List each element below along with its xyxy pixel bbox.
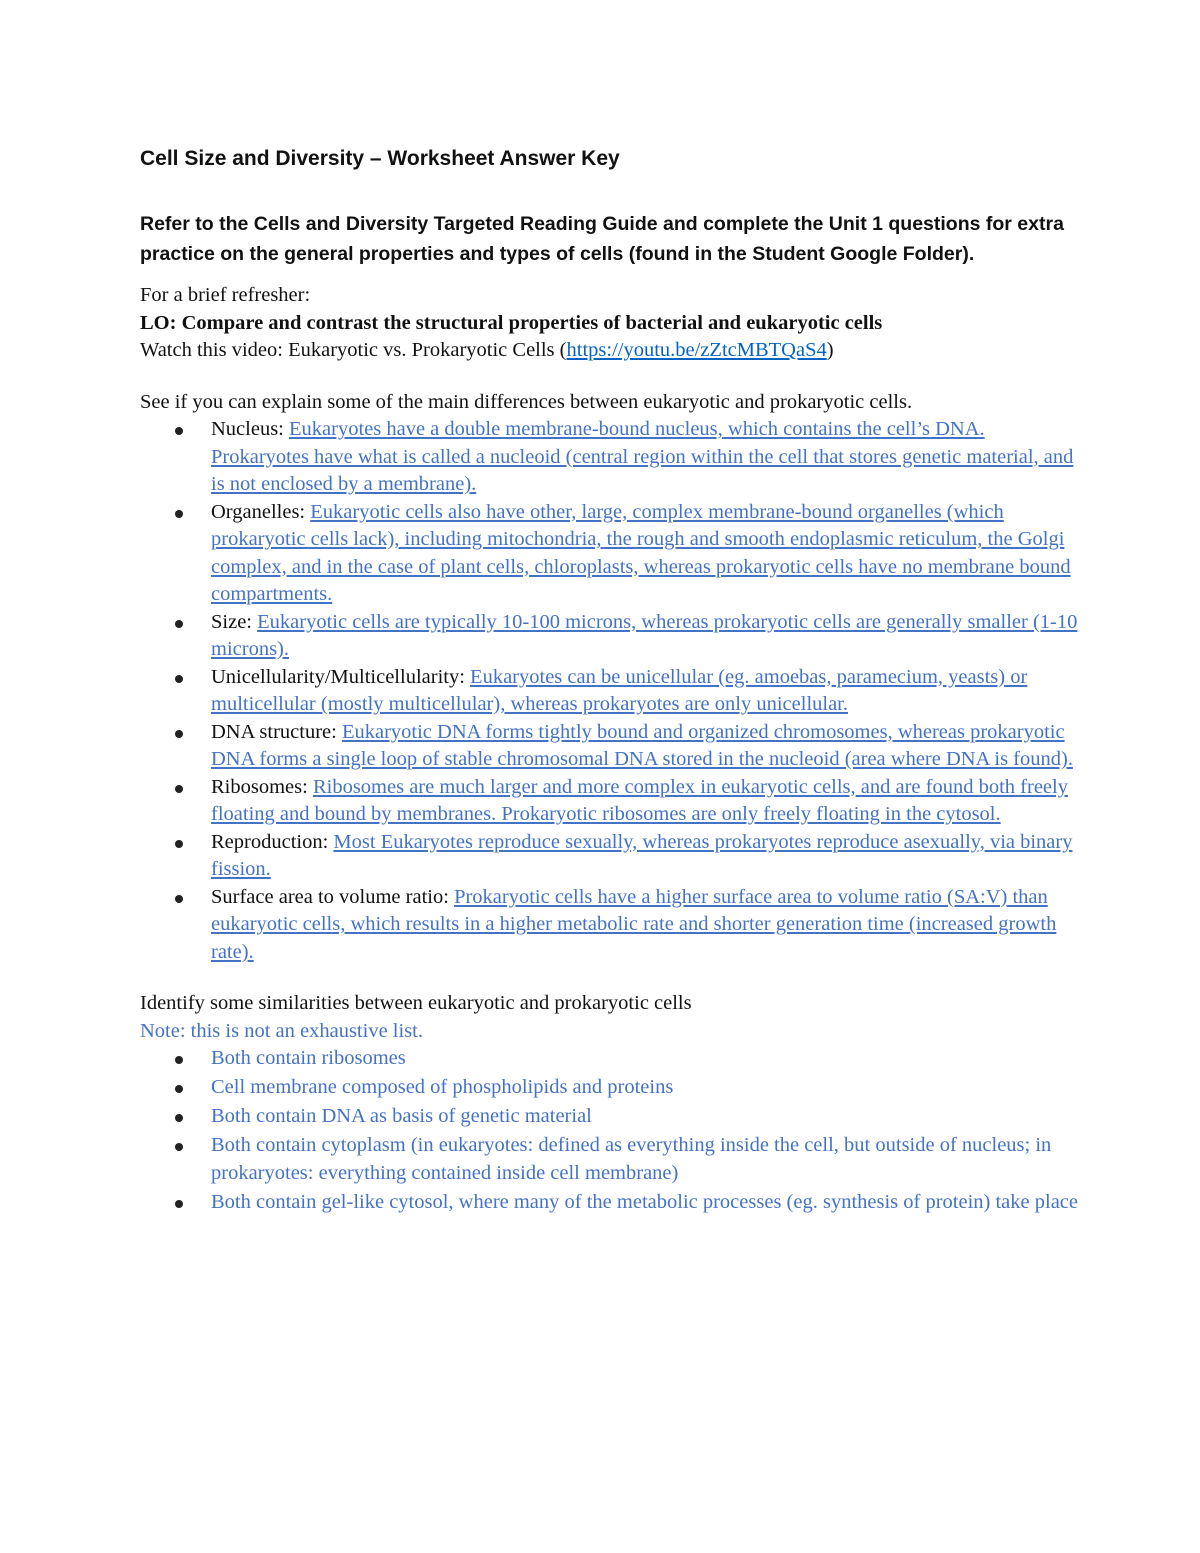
list-item	[211, 719, 1080, 774]
bullet-icon	[175, 1085, 183, 1093]
list-item	[211, 884, 1080, 967]
bullet-icon	[175, 895, 183, 903]
bullet-icon	[175, 1143, 183, 1151]
item-answer: Most Eukaryotes reproduce sexually, whereas prokaryotes reproduce asexually, via binary fission.	[211, 830, 1073, 880]
list-item	[211, 499, 1080, 609]
item-answer: Eukaryotic cells also have other, large, complex membrane-bound organelles (which prokaryotic cells lack), including mitochondria, the rough and smooth endoplasmic reticulum, the Golgi complex, and in the case of plant cells, chloroplasts, whereas prokaryotic cells have no membrane bound compartments.	[211, 500, 1071, 605]
list-item	[211, 1103, 1080, 1131]
item-label: Reproduction:	[211, 830, 334, 853]
similarities-list	[140, 1045, 1080, 1216]
bullet-icon	[175, 675, 183, 683]
list-item	[211, 1189, 1080, 1217]
list-item	[211, 609, 1080, 664]
bullet-icon	[175, 427, 183, 435]
list-item	[211, 829, 1080, 884]
item-answer: Eukaryotes can be unicellular (eg. amoebas, paramecium, yeasts) or multicellular (mostly multicellular), whereas prokaryotes are only unicellular.	[211, 665, 1028, 715]
similarity-text: Both contain ribosomes	[211, 1047, 406, 1069]
bullet-icon	[175, 785, 183, 793]
bullet-icon	[175, 510, 183, 518]
list-item	[211, 774, 1080, 829]
document-page	[140, 140, 1080, 1218]
similarities-prompt: Identify some similarities between eukaryotic and prokaryotic cells	[140, 992, 692, 1014]
similarity-text: Cell membrane composed of phospholipids and proteins	[211, 1076, 674, 1098]
item-label: DNA structure:	[211, 720, 342, 743]
bullet-icon	[175, 1200, 183, 1208]
item-label: Organelles:	[211, 500, 311, 523]
item-answer: Eukaryotes have a double membrane-bound nucleus, which contains the cell’s DNA. Prokaryotes have what is called a nucleoid (central region within the cell that stores genetic material, and is not enclosed by a membrane).	[211, 418, 1074, 495]
page-title: Cell Size and Diversity – Worksheet Answer Key	[140, 147, 620, 170]
item-answer: Prokaryotic cells have a higher surface area to volume ratio (SA:V) than eukaryotic cells, which results in a higher metabolic rate and shorter generation time (increased growth rate).	[211, 885, 1057, 963]
item-answer: Ribosomes are much larger and more complex in eukaryotic cells, and are found both freely floating and bound by membranes. Prokaryotic ribosomes are only freely floating in the cytosol.	[211, 775, 1068, 825]
video-suffix: )	[826, 339, 834, 361]
bullet-icon	[175, 730, 183, 738]
item-answer: Eukaryotic DNA forms tightly bound and organized chromosomes, whereas prokaryotic DNA forms a single loop of stable chromosomal DNA stored in the nucleoid (area where DNA is found).	[211, 720, 1073, 770]
item-label: Nucleus:	[211, 418, 289, 440]
learning-objective: LO: Compare and contrast the structural properties of bacterial and eukaryotic cells	[140, 311, 883, 334]
video-link[interactable]: https://youtu.be/zZtcMBTQaS4	[566, 339, 827, 361]
video-line	[140, 337, 1080, 365]
similarities-section	[140, 990, 1080, 1216]
bullet-icon	[175, 840, 183, 848]
intro-paragraph: Refer to the Cells and Diversity Targeted Reading Guide and complete the Unit 1 questions for extra practice on the general properties and types of cells (found in the Student Google Folder).	[140, 213, 1064, 265]
bullet-icon	[175, 1114, 183, 1122]
list-item	[211, 664, 1080, 719]
item-label: Unicellularity/Multicellularity:	[211, 665, 471, 688]
similarity-text: Both contain DNA as basis of genetic material	[211, 1105, 592, 1127]
item-label: Surface area to volume ratio:	[211, 885, 455, 908]
list-item	[211, 416, 1080, 499]
differences-section	[140, 389, 1080, 967]
list-item	[211, 1132, 1080, 1187]
item-label: Ribosomes:	[211, 775, 313, 798]
refresher-heading: For a brief refresher:	[140, 284, 311, 306]
list-item	[211, 1074, 1080, 1102]
list-item	[211, 1045, 1080, 1073]
bullet-icon	[175, 620, 183, 628]
similarity-text: Both contain cytoplasm (in eukaryotes: defined as everything inside the cell, but outside of nucleus; in prokaryotes: everything contained inside cell membrane)	[211, 1134, 1052, 1184]
differences-prompt: See if you can explain some of the main differences between eukaryotic and prokaryotic cells.	[140, 390, 913, 413]
differences-list	[140, 416, 1080, 966]
item-label: Size:	[211, 610, 258, 633]
item-answer: Eukaryotic cells are typically 10-100 microns, whereas prokaryotic cells are generally smaller (1-10 microns).	[211, 610, 1078, 660]
refresher-section	[140, 282, 1080, 365]
similarity-text: Both contain gel-like cytosol, where many of the metabolic processes (eg. synthesis of protein) take place	[211, 1190, 1078, 1213]
similarities-note: Note: this is not an exhaustive list.	[140, 1019, 423, 1042]
video-prefix: Watch this video: Eukaryotic vs. Prokaryotic Cells (	[140, 339, 567, 361]
bullet-icon	[175, 1056, 183, 1064]
